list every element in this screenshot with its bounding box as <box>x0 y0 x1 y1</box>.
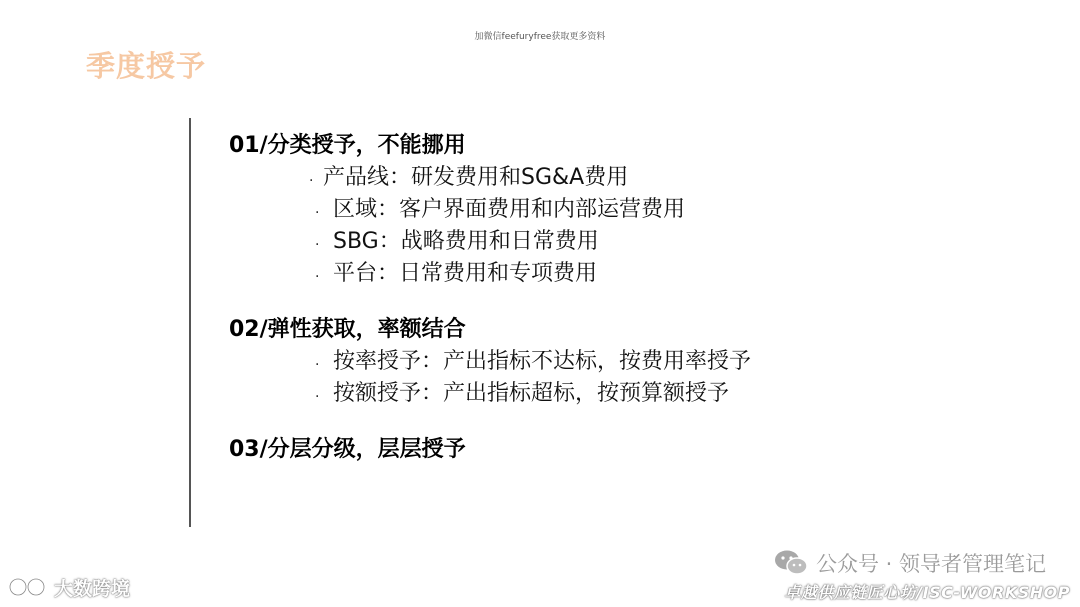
list-item <box>229 378 949 410</box>
list-item-text: 按额授予：产出指标超标，按预算额授予 <box>333 381 730 406</box>
list-item-text: 按率授予：产出指标不达标，按费用率授予 <box>333 349 752 374</box>
bullet-dot-icon: · <box>315 357 320 373</box>
section-1 <box>229 130 949 290</box>
list-item <box>229 226 949 258</box>
list-item <box>229 258 949 290</box>
left-brand-text: 大数跨境 <box>54 577 131 600</box>
list-item-text: 产品线：研发费用和SG&A费用 <box>323 165 629 190</box>
section-2 <box>229 314 949 410</box>
bullet-list <box>229 346 949 410</box>
top-note: 加微信feefuryfree获取更多资料 <box>474 32 606 42</box>
list-item <box>229 194 949 226</box>
brand-logo-icon <box>8 576 50 598</box>
list-item-text: 平台：日常费用和专项费用 <box>333 261 598 286</box>
bullet-dot-icon: · <box>315 237 320 253</box>
list-item-text: SBG：战略费用和日常费用 <box>333 229 599 254</box>
slide-content <box>229 130 949 466</box>
bullet-dot-icon: · <box>309 173 314 189</box>
wechat-watermark-text: 公众号 · 领导者管理笔记 <box>815 552 1046 576</box>
left-brand-watermark <box>8 573 130 601</box>
wechat-icon <box>774 549 808 577</box>
section-3 <box>229 434 949 466</box>
vertical-divider <box>189 118 191 527</box>
bullet-list <box>229 162 949 290</box>
section-heading: 02/弹性获取，率额结合 <box>229 317 466 342</box>
slide-title: 季度授予 <box>86 49 207 83</box>
wechat-watermark <box>774 546 1046 580</box>
section-heading: 03/分层分级，层层授予 <box>229 437 466 462</box>
list-item-text: 区域：客户界面费用和内部运营费用 <box>333 197 686 222</box>
bullet-dot-icon: · <box>315 389 320 405</box>
bullet-dot-icon: · <box>315 205 320 221</box>
section-heading: 01/分类授予，不能挪用 <box>229 133 466 158</box>
bullet-dot-icon: · <box>315 269 320 285</box>
right-brand-watermark: 卓越供应链匠心坊/ISC-WORKSHOP <box>784 583 1070 602</box>
list-item <box>229 162 949 194</box>
list-item <box>229 346 949 378</box>
